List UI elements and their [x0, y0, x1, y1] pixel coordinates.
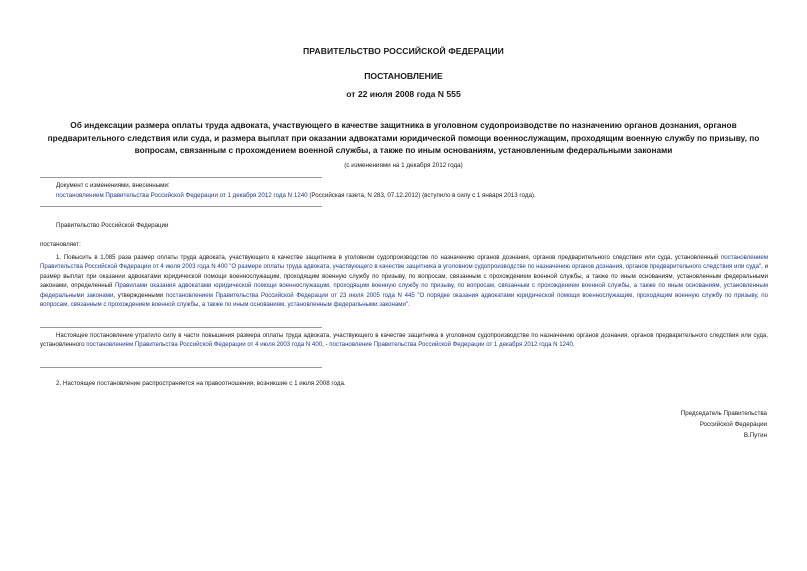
document-date-number: от 22 июля 2008 года N 555: [346, 89, 461, 99]
changes-line: [56, 191, 776, 201]
document-title: Об индексации размера оплаты труда адвоката, участвующего в качестве защитника в уголовном судопроизводстве по назначению органов дознания, органов предварительного следствия или суда, и размера выплат при оказании адвокатами юридической помощи военнослужащим, проходящим военную службу по призыву, по вопросам, связанным с прохождением военной службы, а также по иным основаниям, установленным федеральными законами: [47, 120, 760, 155]
amendment-link[interactable]: постановлением Правительства Российской Федерации от 1 декабря 2012 года N 1240: [56, 192, 308, 199]
signature-title: Председатель Правительства: [680, 410, 767, 417]
paragraph-text: , и размер выплат при оказании адвокатами юридической помощи военнослужащим, проходящим военную службу по призыву, по вопросам, связанным с прохождением военной службы, а также по иным основаниям, установленным федеральными законами, определенный: [40, 263, 769, 290]
paragraph-text: , утвержденными: [113, 291, 166, 299]
document-type: ПОСТАНОВЛЕНИЕ: [364, 71, 443, 81]
issuer: Правительство Российской Федерации: [56, 222, 169, 229]
changes-label: Документ с изменениями, внесенными:: [56, 182, 170, 189]
paragraph-1: [40, 253, 768, 310]
paragraph-text: , -: [322, 341, 330, 349]
signature-org: Российской Федерации: [699, 421, 767, 428]
paragraph-text: .: [572, 341, 575, 349]
paragraph-text: .: [408, 301, 410, 309]
signature-block: [567, 408, 767, 441]
divider: [40, 367, 322, 368]
decree-400-link[interactable]: постановлением Правительства Российской Федерации от 4 июля 2003 года N 400: [86, 341, 323, 349]
divider: [40, 327, 322, 328]
divider: [40, 206, 322, 207]
decree-1240-link[interactable]: постановление Правительства Российской Федерации от 1 декабря 2012 года N 1240: [329, 341, 573, 349]
paragraph-1-note: [40, 331, 768, 350]
amendment-note: (с изменениями на 1 декабря 2012 года): [344, 162, 463, 169]
decree-word: постановляет:: [40, 241, 81, 248]
government-heading: ПРАВИТЕЛЬСТВО РОССИЙСКОЙ ФЕДЕРАЦИИ: [303, 46, 504, 56]
signature-name: В.Путин: [743, 432, 767, 439]
decree-445-link[interactable]: постановлением Правительства Российской Федерации от 23 июля 2005 года N 445 "О порядке оказания адвокатами юридической помощи военнослужащим, проходящим военную службу по призыву, по вопросам, связанным с прохождением военной службы, а также по иным основаниям, установленным федеральными законами": [40, 291, 768, 309]
rules-link[interactable]: Правилами оказания адвокатами юридической помощи военнослужащим, проходящим военную службу по призыву, по вопросам, связанным с прохождением военной службы, а также по иным основаниям, установленным федеральными законами: [40, 282, 768, 299]
paragraph-2: 2. Настоящее постановление распространяется на правоотношения, возникшие с 1 июля 2008 года.: [56, 380, 346, 387]
paragraph-text: Настоящее постановление утратило силу в части повышения размера оплаты труда адвоката, участвующего в качестве защитника в уголовном судопроизводстве по назначению органов дознания, органов предварительного следствия или суда, установленного: [40, 332, 768, 349]
divider: [40, 177, 322, 178]
decree-400-link[interactable]: постановлением Правительства Российской Федерации от 4 июля 2003 года N 400 "О размере оплаты труда адвоката, участвующего в качестве защитника в уголовном судопроизводстве по назначению органов дознания, органов предварительного следствия или суда": [40, 254, 768, 271]
paragraph-text: 1. Повысить в 1,085 раза размер оплаты труда адвоката, участвующего в качестве защитника в уголовном судопроизводстве по назначению органов дознания, органов предварительного следствия или суда, установленный: [56, 254, 721, 261]
amendment-publication: (Российская газета, N 283, 07.12.2012) (вступило в силу с 1 января 2013 года).: [307, 192, 536, 199]
